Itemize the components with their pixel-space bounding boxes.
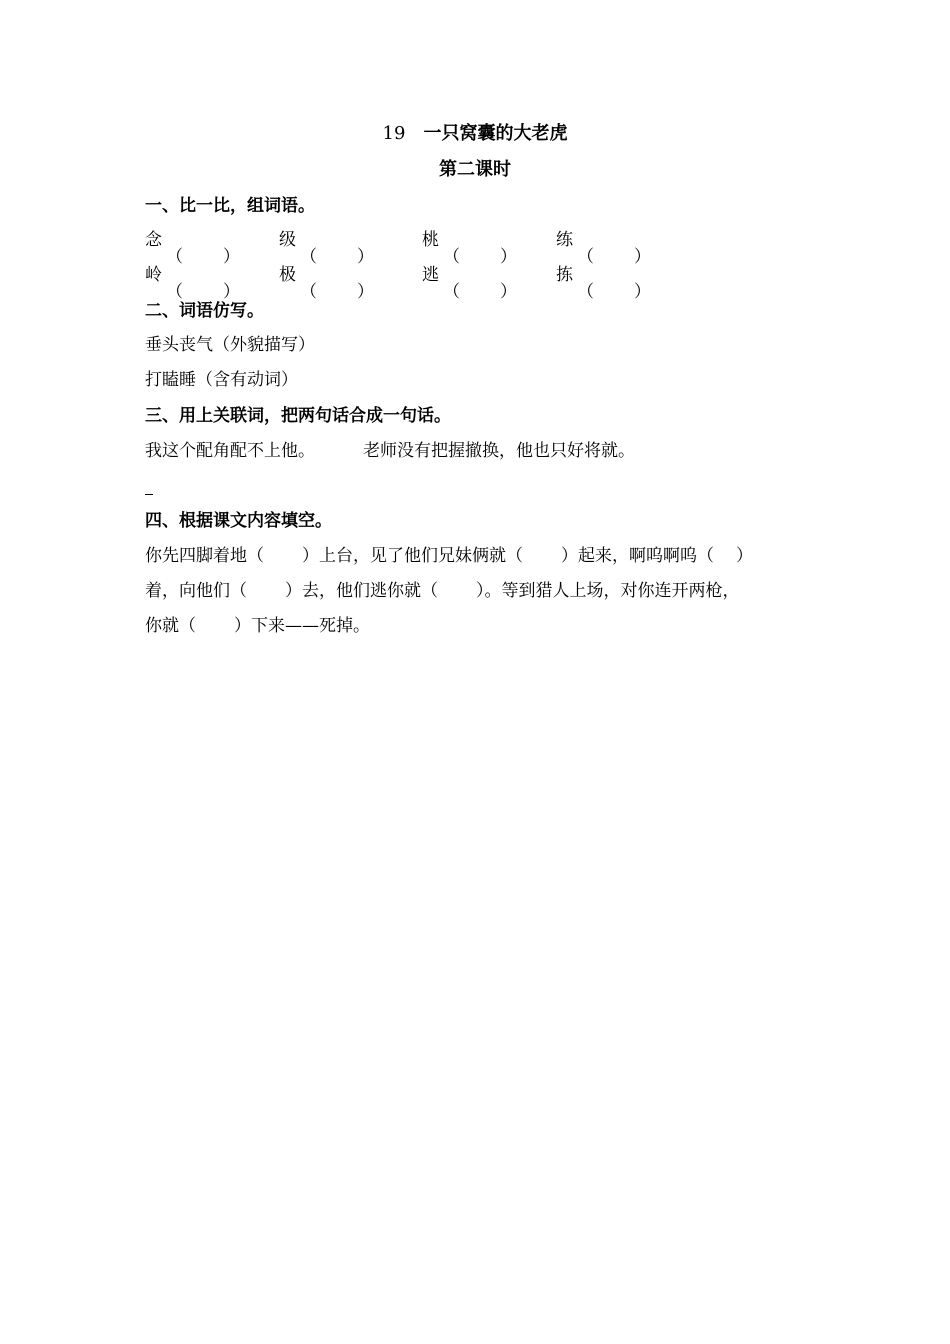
fill-line-1: 你先四脚着地（ ）上台，见了他们兄妹俩就（ ）起来，啊呜啊呜（ ） [145,546,753,566]
section1-heading: 一、比一比，组词语。 [145,196,315,216]
sentence-2: 老师没有把握撤换，他也只好将就。 [363,441,635,461]
char: 极 [279,265,296,285]
sentence-1: 我这个配角配不上他。 [145,441,315,461]
char-cell: 岭 （ ） [145,265,240,302]
char: 桃 [422,230,439,250]
imitation-item-2: 打瞌睡（含有动词） [145,370,298,390]
section3-heading: 三、用上关联词，把两句话合成一句话。 [145,406,451,426]
char-cell: 逃 （ ） [422,265,517,302]
char-cell: 极 （ ） [279,265,374,302]
imitation-item-1: 垂头丧气（外貌描写） [145,335,315,355]
lesson-subtitle: 第二课时 [439,159,511,180]
section2-heading: 二、词语仿写。 [145,301,264,321]
char: 念 [145,230,162,250]
char: 逃 [422,265,439,285]
answer-line[interactable] [145,494,153,495]
combine-sentences [145,439,635,463]
lesson-title-text: 一只窝囊的大老虎 [423,123,568,144]
char-cell: 念 （ ） [145,230,240,267]
char-cell: 桃 （ ） [422,230,517,267]
char: 级 [279,230,296,250]
section4-heading: 四、根据课文内容填空。 [145,511,332,531]
char: 岭 [145,265,162,285]
fill-line-2: 着，向他们（ ）去，他们逃你就（ ）。等到猎人上场，对你连开两枪， [145,581,740,601]
char-cell: 级 （ ） [279,230,374,267]
char-cell: 拣 （ ） [556,265,651,302]
char: 拣 [556,265,573,285]
fill-line-3: 你就（ ）下来——死掉。 [145,616,370,636]
lesson-title [0,122,950,146]
lesson-number: 19 [382,123,406,144]
char: 练 [556,230,573,250]
char-cell: 练 （ ） [556,230,651,267]
